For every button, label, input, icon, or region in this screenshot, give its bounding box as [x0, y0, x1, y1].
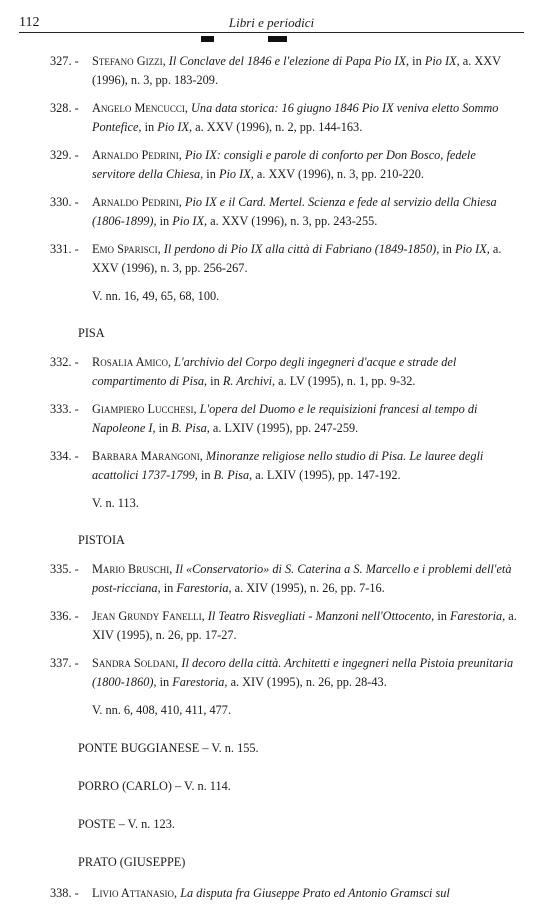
entry-text: in [155, 421, 172, 435]
entry-journal: R. Archivi, [222, 374, 276, 388]
cross-reference: V. n. 113. [92, 496, 139, 510]
entry-details: a. XIV (1995), n. 26, pp. 17-27. [92, 609, 517, 642]
bibliography-entry [0, 240, 550, 278]
entry-journal: Farestoria, [449, 609, 506, 623]
cross-reference: V. nn. 6, 408, 410, 411, 477. [92, 703, 232, 717]
cross-reference: V. nn. 16, 49, 65, 68, 100. [92, 289, 220, 303]
entry-title: Il «Conservatorio» di S. Caterina a S. Marcello e i problemi dell'età post-ricciana, [92, 562, 512, 595]
entry-number: 338. - [50, 886, 79, 900]
entry-text: in [207, 374, 223, 388]
entry-number: 336. - [50, 609, 79, 623]
entry-text: in [409, 54, 425, 68]
bibliography-entry [0, 146, 550, 184]
bibliography-entry [0, 193, 550, 231]
entry-details: a. XXV (1996), n. 3, pp. 256-267. [92, 242, 502, 275]
bibliography-entry [0, 607, 550, 645]
entry-number: 331. - [50, 242, 79, 256]
entry-number: 330. - [50, 195, 79, 209]
bibliography-entry [0, 400, 550, 438]
entry-author: Mario Bruschi, [92, 562, 173, 576]
entry-text: in [439, 242, 455, 256]
entry-text: in [197, 468, 214, 482]
entry-journal: Pio IX, [157, 120, 193, 134]
entry-title: Minoranze religiose nello studio di Pisa. Le lauree degli acattolici 1737-1799, [92, 449, 484, 482]
entry-journal: B. Pisa, [213, 468, 253, 482]
entry-details: a. LV (1995), n. 1, pp. 9-32. [275, 374, 416, 388]
section-heading: PISA [78, 326, 105, 340]
entry-journal: B. Pisa, [171, 421, 210, 435]
entry-number: 328. - [50, 101, 79, 115]
entry-author: Giampiero Lucchesi, [92, 402, 197, 416]
entry-author: Barbara Marangoni, [92, 449, 203, 463]
entry-title: Una data storica: 16 giugno 1846 Pio IX veniva eletto Sommo Pontefice, [92, 101, 499, 134]
index-heading: PORRO (CARLO) – V. n. 114. [78, 779, 231, 793]
entry-author: Rosalia Amico, [92, 355, 172, 369]
entry-text: in [156, 214, 173, 228]
bibliography-list [0, 52, 550, 912]
entry-details: a. XIV (1995), n. 26, pp. 28-43. [227, 675, 387, 689]
entry-author: Sandra Soldani, [92, 656, 179, 670]
entry-journal: Pio IX, [424, 54, 460, 68]
entry-text: in [160, 581, 177, 595]
entry-details: a. XXV (1996), n. 3, pp. 210-220. [253, 167, 425, 181]
entry-journal: Farestoria, [172, 675, 228, 689]
entry-details: a. LXIV (1995), pp. 247-259. [209, 421, 359, 435]
scan-mark [201, 36, 214, 42]
entry-text: in [141, 120, 158, 134]
entry-title: L'archivio del Corpo degli ingegneri d'acque e strade del compartimento di Pisa, [92, 355, 457, 388]
entry-journal: Pio IX, [455, 242, 490, 256]
entry-title: Pio IX: consigli e parole di conforto per Don Bosco, fedele servitore della Chiesa, [92, 148, 476, 181]
entry-details: a. XXV (1996), n. 3, pp. 243-255. [207, 214, 378, 228]
page-number: 112 [19, 15, 40, 30]
entry-details: a. XXV (1996), n. 3, pp. 183-209. [92, 54, 501, 87]
page-header [19, 10, 524, 33]
scan-mark [268, 36, 287, 42]
entry-title: Il decoro della città. Architetti e ingegneri nella Pistoia preunitaria (1800-1860), [92, 656, 514, 689]
entry-text: in [156, 675, 173, 689]
entry-journal: Pio IX, [172, 214, 208, 228]
running-head: Libri e periodici [228, 15, 315, 30]
entry-journal: Pio IX, [218, 167, 254, 181]
index-heading: POSTE – V. n. 123. [78, 817, 175, 831]
entry-number: 334. - [50, 449, 79, 463]
entry-author: Emo Sparisci, [92, 242, 161, 256]
bibliography-entry [0, 447, 550, 485]
entry-details: a. XIV (1995), n. 26, pp. 7-16. [231, 581, 385, 595]
entry-number: 327. - [50, 54, 79, 68]
entry-title: Il Conclave del 1846 e l'elezione di Papa Pio IX, [168, 54, 410, 68]
entry-title: La disputa fra Giuseppe Prato ed Antonio Gramsci sul [180, 886, 450, 900]
entry-title: Il Teatro Risvegliati - Manzoni nell'Ottocento, [207, 609, 435, 623]
entry-title: Pio IX e il Card. Mertel. Scienza e fede al servizio della Chiesa (1806-1899), [92, 195, 497, 228]
bibliography-entry [0, 99, 550, 137]
index-heading: PONTE BUGGIANESE – V. n. 155. [78, 741, 259, 755]
entry-journal: Farestoria, [176, 581, 232, 595]
entry-number: 332. - [50, 355, 79, 369]
bibliography-entry [0, 884, 550, 903]
entry-title: L'opera del Duomo e le requisizioni francesi al tempo di Napoleone I, [92, 402, 478, 435]
bibliography-entry [0, 52, 550, 90]
entry-number: 329. - [50, 148, 79, 162]
entry-details: a. LXIV (1995), pp. 147-192. [252, 468, 401, 482]
entry-author: Arnaldo Pedrini, [92, 148, 182, 162]
entry-author: Stefano Gizzi, [92, 54, 166, 68]
entry-text: in [434, 609, 450, 623]
section-heading: PISTOIA [78, 533, 125, 547]
entry-details: a. XXV (1996), n. 2, pp. 144-163. [192, 120, 363, 134]
entry-title: Il perdono di Pio IX alla città di Fabriano (1849-1850), [163, 242, 440, 256]
entry-author: Jean Grundy Fanelli, [92, 609, 205, 623]
entry-number: 337. - [50, 656, 79, 670]
entry-author: Angelo Mencucci, [92, 101, 188, 115]
entry-author: Livio Attanasio, [92, 886, 178, 900]
bibliography-entry [0, 654, 550, 692]
index-heading: PRATO (GIUSEPPE) [78, 855, 186, 869]
bibliography-entry [0, 353, 550, 391]
entry-text: in [203, 167, 219, 181]
entry-author: Arnaldo Pedrini, [92, 195, 182, 209]
entry-number: 335. - [50, 562, 79, 576]
entry-number: 333. - [50, 402, 79, 416]
bibliography-entry [0, 560, 550, 598]
